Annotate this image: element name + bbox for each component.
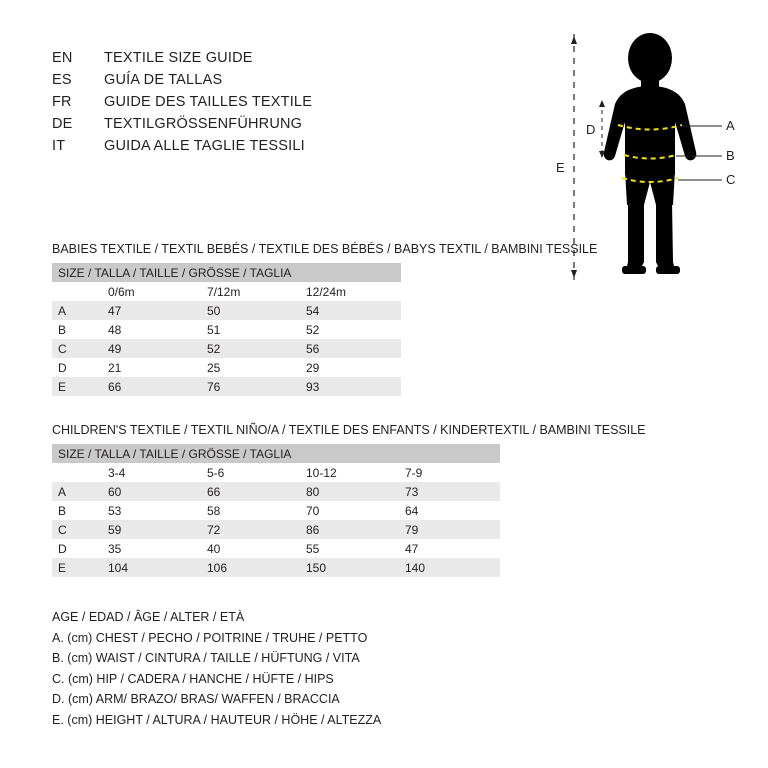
babies-table: [52, 263, 401, 396]
table-column-row: [52, 282, 401, 301]
column-header: 10-12: [302, 463, 401, 482]
cell-value: 29: [302, 358, 401, 377]
table-header-row: [52, 444, 500, 463]
legend-block: [52, 607, 381, 730]
cell-value: 86: [302, 520, 401, 539]
cell-value: 72: [203, 520, 302, 539]
cell-value: 140: [401, 558, 500, 577]
cell-value: 60: [104, 482, 203, 501]
table-row: [52, 520, 500, 539]
cell-value: 73: [401, 482, 500, 501]
row-label: C: [52, 339, 104, 358]
row-label: E: [52, 558, 104, 577]
babies-section: [52, 242, 597, 396]
cell-value: 25: [203, 358, 302, 377]
language-code: DE: [52, 116, 73, 132]
label-d: D: [586, 122, 596, 137]
cell-value: 35: [104, 539, 203, 558]
table-row: [52, 539, 500, 558]
cell-value: 93: [302, 377, 401, 396]
legend-line: C. (cm) HIP / CADERA / HANCHE / HÜFTE / HIPS: [52, 671, 334, 686]
cell-value: 52: [302, 320, 401, 339]
cell-value: 47: [104, 301, 203, 320]
table-header-row: [52, 263, 401, 282]
row-label: B: [52, 501, 104, 520]
cell-value: 66: [203, 482, 302, 501]
column-header: 0/6m: [104, 282, 203, 301]
cell-value: 53: [104, 501, 203, 520]
children-table: [52, 444, 500, 577]
label-c: C: [726, 172, 736, 187]
cell-value: 54: [302, 301, 401, 320]
cell-value: 21: [104, 358, 203, 377]
row-label: C: [52, 520, 104, 539]
title-block: [52, 50, 472, 160]
title-row: [52, 116, 472, 138]
cell-value: 49: [104, 339, 203, 358]
language-code: FR: [52, 94, 72, 110]
cell-value: 104: [104, 558, 203, 577]
cell-value: 56: [302, 339, 401, 358]
cell-value: 51: [203, 320, 302, 339]
cell-value: 64: [401, 501, 500, 520]
label-b: B: [726, 148, 735, 163]
legend-line: E. (cm) HEIGHT / ALTURA / HAUTEUR / HÖHE / ALTEZZA: [52, 712, 382, 727]
table-row: [52, 501, 500, 520]
cell-value: 80: [302, 482, 401, 501]
table-row: [52, 377, 401, 396]
legend-line: B. (cm) WAIST / CINTURA / TAILLE / HÜFTUNG / VITA: [52, 651, 360, 665]
table-row: [52, 558, 500, 577]
legend-line: A. (cm) CHEST / PECHO / POITRINE / TRUHE / PETTO: [52, 630, 368, 645]
label-e: E: [556, 160, 565, 175]
row-label: A: [52, 482, 104, 501]
table-row: [52, 301, 401, 320]
label-a: A: [726, 118, 735, 133]
cell-value: 66: [104, 377, 203, 396]
empty-corner: [52, 282, 104, 301]
cell-value: 55: [302, 539, 401, 558]
babies-section-title: BABIES TEXTILE / TEXTIL BEBÉS / TEXTILE DES BÉBÉS / BABYS TEXTIL / BAMBINI TESSILE: [52, 242, 598, 256]
table-row: [52, 320, 401, 339]
legend-line: AGE / EDAD / ÂGE / ALTER / ETÀ: [52, 610, 245, 624]
title-row: [52, 138, 472, 160]
cell-value: 70: [302, 501, 401, 520]
cell-value: 59: [104, 520, 203, 539]
column-header: 7/12m: [203, 282, 302, 301]
children-size-header: SIZE / TALLA / TAILLE / GRÖSSE / TAGLIA: [52, 444, 500, 463]
column-header: 7-9: [401, 463, 500, 482]
language-code: IT: [52, 138, 66, 154]
cell-value: 52: [203, 339, 302, 358]
cell-value: 150: [302, 558, 401, 577]
legend-line: D. (cm) ARM/ BRAZO/ BRAS/ WAFFEN / BRACCIA: [52, 692, 340, 706]
title-row: [52, 94, 472, 116]
babies-size-header: SIZE / TALLA / TAILLE / GRÖSSE / TAGLIA: [52, 263, 401, 282]
language-code: EN: [52, 50, 73, 66]
title-row: [52, 72, 472, 94]
title-row: [52, 50, 472, 72]
cell-value: 40: [203, 539, 302, 558]
children-section-title: CHILDREN'S TEXTILE / TEXTIL NIÑO/A / TEXTILE DES ENFANTS / KINDERTEXTIL / BAMBINI TESSILE: [52, 423, 646, 437]
column-header: 3-4: [104, 463, 203, 482]
column-header: 12/24m: [302, 282, 401, 301]
row-label: A: [52, 301, 104, 320]
table-row: [52, 339, 401, 358]
title-text: TEXTILGRÖSSENFÜHRUNG: [104, 116, 303, 132]
children-section: [52, 423, 646, 577]
cell-value: 50: [203, 301, 302, 320]
title-text: GUIDE DES TAILLES TEXTILE: [104, 94, 313, 110]
row-label: E: [52, 377, 104, 396]
title-text: GUIDA ALLE TAGLIE TESSILI: [104, 138, 305, 154]
language-code: ES: [52, 72, 72, 88]
column-header: 5-6: [203, 463, 302, 482]
cell-value: 106: [203, 558, 302, 577]
child-silhouette: [604, 33, 697, 274]
empty-corner: [52, 463, 104, 482]
title-text: TEXTILE SIZE GUIDE: [104, 50, 253, 66]
cell-value: 48: [104, 320, 203, 339]
title-text: GUÍA DE TALLAS: [104, 72, 223, 88]
table-row: [52, 358, 401, 377]
cell-value: 47: [401, 539, 500, 558]
cell-value: 76: [203, 377, 302, 396]
cell-value: 79: [401, 520, 500, 539]
table-row: [52, 482, 500, 501]
row-label: B: [52, 320, 104, 339]
row-label: D: [52, 539, 104, 558]
row-label: D: [52, 358, 104, 377]
cell-value: 58: [203, 501, 302, 520]
table-column-row: [52, 463, 500, 482]
